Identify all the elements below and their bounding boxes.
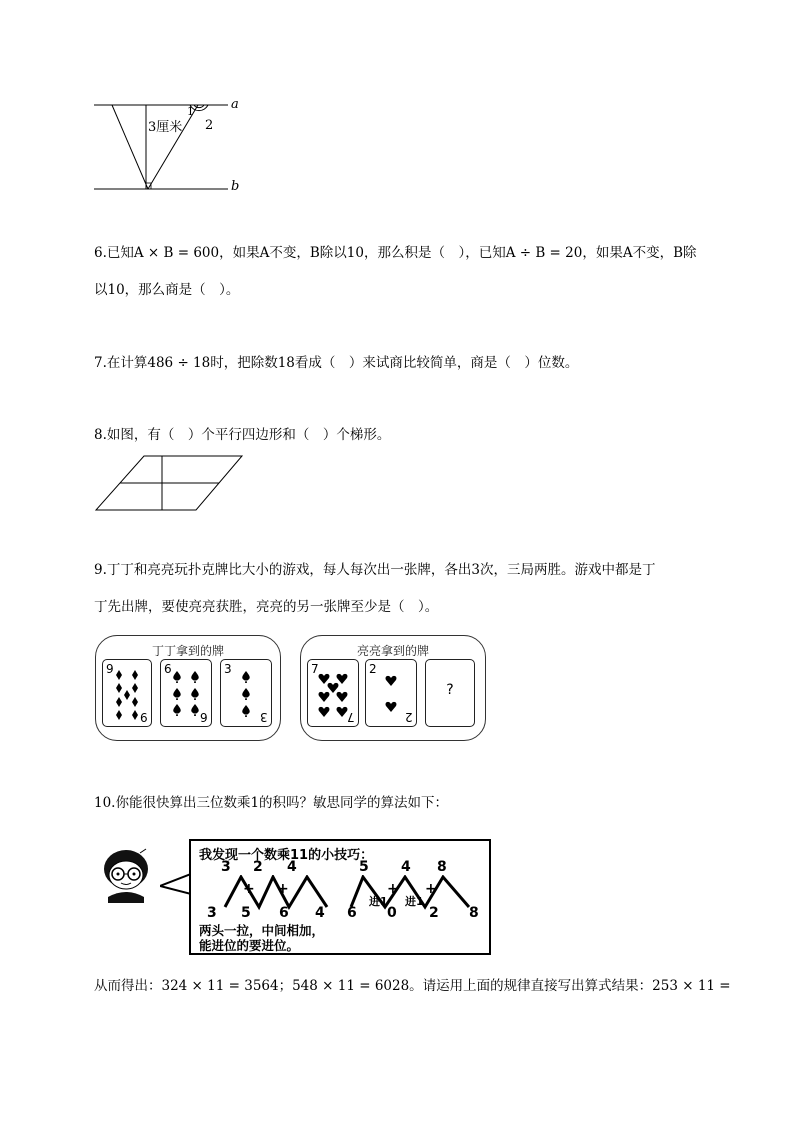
dingding-cards-panel — [95, 635, 281, 741]
question-6-line1: 6.已知A × B = 600，如果A不变，B除以10，那么积是（ ），已知A ÷ B = 20，如果A不变，B除 — [94, 245, 697, 261]
dingding-title: 丁丁拿到的牌 — [151, 644, 224, 658]
parallel-lines-figure — [88, 92, 248, 200]
parallelogram-figure — [92, 452, 247, 514]
card-dingding-9: 9 9 — [102, 659, 152, 727]
label-angle2: 2 — [205, 118, 214, 133]
card-unknown — [425, 659, 475, 727]
label-height: 3厘米 — [148, 120, 183, 135]
question-8: 8.如图，有（ ）个平行四边形和（ ）个梯形。 — [94, 427, 391, 443]
speech-bubble: 我发现一个数乘11的小技巧： 3 2 4 + + 3 5 6 4 5 4 8 + + 进1 进1 6 0 2 8 两头一拉，中间相加， 能进位的要进位。 — [189, 839, 491, 955]
question-7: 7.在计算486 ÷ 18时，把除数18看成（ ）来试商比较简单，商是（ ）位数。 — [94, 355, 579, 371]
card-dingding-3: 3 3 — [220, 659, 272, 727]
liangliang-title: 亮亮拿到的牌 — [356, 644, 429, 658]
question-9-line2: 丁先出牌，要使亮亮获胜，亮亮的另一张牌至少是（ ）。 — [94, 599, 439, 615]
rule-line2: 能进位的要进位。 — [199, 938, 300, 953]
question-6-line2: 以10，那么商是（ ）。 — [94, 282, 240, 298]
bubble-title: 我发现一个数乘11的小技巧： — [199, 848, 374, 863]
question-9-line1: 9.丁丁和亮亮玩扑克牌比大小的游戏，每人每次出一张牌，各出3次，三局两胜。游戏中都是丁 — [94, 562, 656, 578]
slant-left — [112, 105, 148, 189]
card-liangliang-7: 7 7 — [307, 659, 359, 727]
label-a: a — [231, 97, 239, 112]
question-10: 10.你能很快算出三位数乘1的积吗？敏思同学的算法如下： — [94, 795, 449, 811]
speech-pointer — [160, 872, 192, 898]
question-10-conclusion: 从而得出：324 × 11 = 3564；548 × 11 = 6028。请运用上面的规律直接写出算式结果：253 × 11 = — [94, 978, 731, 994]
label-angle1: 1 — [187, 105, 194, 118]
card-liangliang-2: 2 2 — [365, 659, 417, 727]
unknown-card-mark: ? — [446, 682, 454, 698]
rule-line1: 两头一拉，中间相加， — [199, 923, 325, 938]
label-b: b — [231, 179, 240, 194]
student-avatar-icon — [96, 847, 162, 903]
card-dingding-6: 6 6 — [160, 659, 212, 727]
liangliang-cards-panel — [300, 635, 486, 741]
